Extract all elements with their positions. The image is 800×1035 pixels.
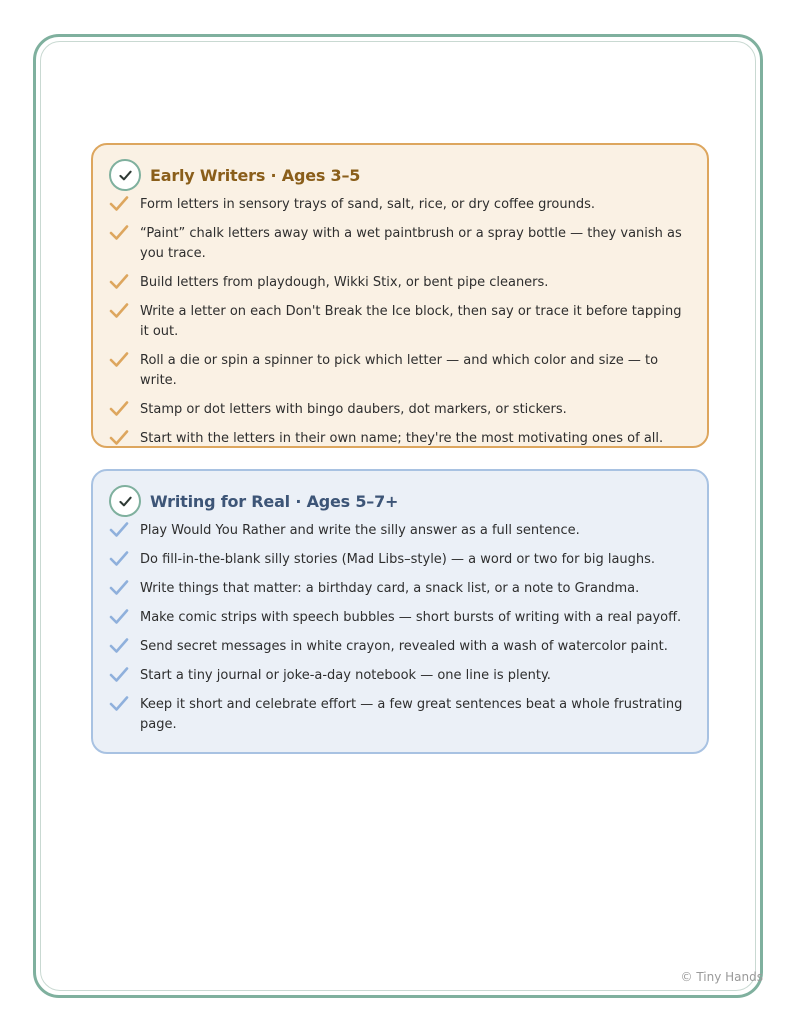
item-text: Stamp or dot letters with bingo daubers, dot markers, or stickers. <box>140 402 567 417</box>
checkmark-icon <box>109 608 131 628</box>
list-item <box>109 637 685 657</box>
list-item <box>109 550 685 570</box>
list-item <box>109 608 685 628</box>
item-text: Start with the letters in their own name; they're the most motivating ones of all. <box>140 431 664 446</box>
list-item <box>109 666 685 686</box>
checkmark-icon <box>109 429 131 449</box>
checkmark-icon <box>109 666 131 686</box>
check-badge-icon <box>109 159 141 191</box>
item-text: Make comic strips with speech bubbles — short bursts of writing with a real payoff. <box>140 610 682 625</box>
card-title: Early Writers · Ages 3–5 <box>150 165 361 185</box>
list-item <box>109 351 685 391</box>
activity-list <box>109 195 685 449</box>
item-text: Do fill-in-the-blank silly stories (Mad Libs–style) — a word or two for big laughs. <box>140 552 656 567</box>
writing-for-real-card <box>91 469 709 754</box>
item-text: Form letters in sensory trays of sand, salt, rice, or dry coffee grounds. <box>140 197 596 212</box>
item-text: Play Would You Rather and write the silly answer as a full sentence. <box>140 523 580 538</box>
checkmark-icon <box>109 273 131 293</box>
checkmark-icon <box>109 521 131 541</box>
checkmark-icon <box>109 637 131 657</box>
checkmark-icon <box>109 400 131 420</box>
checkmark-icon <box>109 579 131 599</box>
item-text: Start a tiny journal or joke-a-day notebook — one line is plenty. <box>140 668 551 683</box>
checkmark-icon <box>109 695 131 715</box>
checkmark-icon <box>109 351 131 371</box>
item-text: Keep it short and celebrate effort — a few great sentences beat a whole frustrating page. <box>140 697 683 732</box>
checkmark-icon <box>109 195 131 215</box>
card-header <box>109 485 685 517</box>
check-badge-icon <box>109 485 141 517</box>
list-item <box>109 224 685 264</box>
early-writers-card <box>91 143 709 448</box>
list-item <box>109 429 685 449</box>
item-text: “Paint” chalk letters away with a wet paintbrush or a spray bottle — they vanish as you trace. <box>140 226 682 261</box>
copyright-notice: © Tiny Hands <box>680 970 763 984</box>
list-item <box>109 302 685 342</box>
list-item <box>109 521 685 541</box>
item-text: Build letters from playdough, Wikki Stix, or bent pipe cleaners. <box>140 275 549 290</box>
list-item <box>109 400 685 420</box>
item-text: Write a letter on each Don't Break the Ice block, then say or trace it before tapping it out. <box>140 304 682 339</box>
item-text: Send secret messages in white crayon, revealed with a wash of watercolor paint. <box>140 639 668 654</box>
item-text: Roll a die or spin a spinner to pick which letter — and which color and size — to write. <box>140 353 659 388</box>
list-item <box>109 695 685 735</box>
checkmark-icon <box>109 550 131 570</box>
list-item <box>109 195 685 215</box>
activity-list <box>109 521 685 735</box>
checkmark-icon <box>109 224 131 244</box>
card-header <box>109 159 685 191</box>
checkmark-icon <box>109 302 131 322</box>
list-item <box>109 579 685 599</box>
card-title: Writing for Real · Ages 5–7+ <box>150 491 399 511</box>
list-item <box>109 273 685 293</box>
item-text: Write things that matter: a birthday card, a snack list, or a note to Grandma. <box>140 581 640 596</box>
